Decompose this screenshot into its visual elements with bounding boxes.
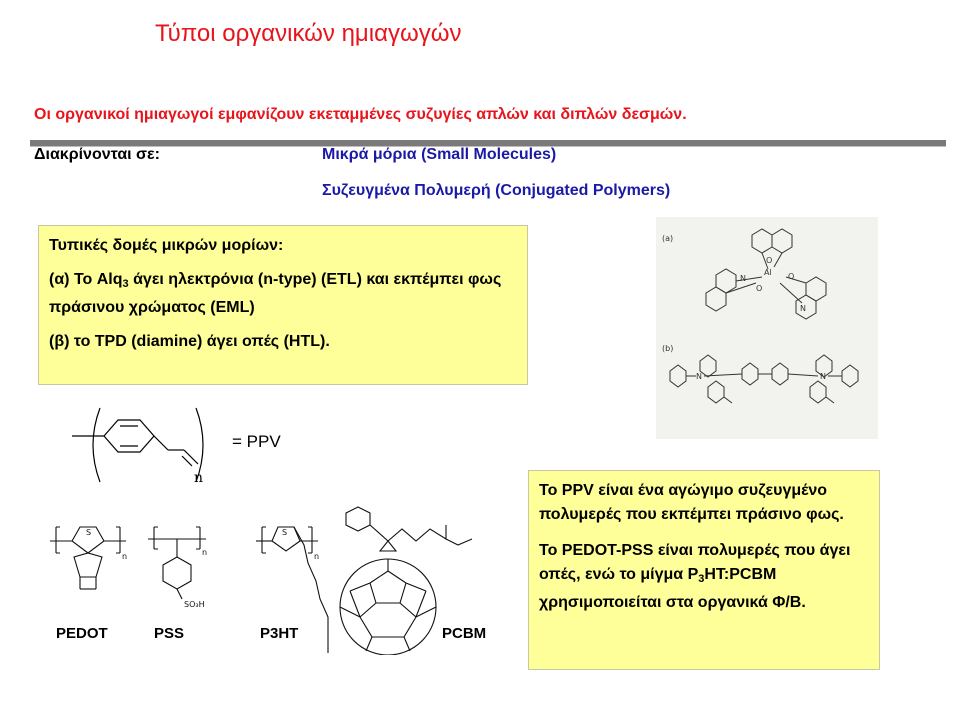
p3ht-atom-s: S: [282, 528, 288, 537]
ppv-subscript-n: n: [194, 470, 204, 486]
category-conjugated-polymers: Συζευγμένα Πολυμερή (Conjugated Polymers): [322, 182, 671, 199]
note-heading: Τυπικές δομές μικρών μορίων:: [49, 237, 284, 254]
label-pss: PSS: [154, 625, 185, 642]
p3ht-sub-n: n: [314, 552, 320, 561]
atom-n-right: N: [800, 304, 806, 313]
note-pedot-paragraph: Το PEDOT-PSS είναι πολυμερές που άγει οπές, ενώ το μίγμα $P_3HT:PCBM$ χρησιμοποιείται στα οργανικά Φ/Β.: [539, 542, 851, 611]
structure-drawing: [656, 217, 878, 439]
figure-label-b: (b): [662, 344, 674, 353]
atom-n-tpd-right: N: [820, 372, 826, 381]
category-small-molecules: Μικρά μόρια (Small Molecules): [322, 146, 557, 163]
polymer-structures: [50, 505, 490, 655]
atom-al: Al: [764, 268, 772, 277]
intro-text: Οι οργανικοί ημιαγωγοί εμφανίζουν εκεταμμένες συζυγίες απλών και διπλών δεσμών.: [34, 106, 687, 123]
label-p3ht: P3HT: [260, 625, 299, 642]
note-item-alq3: (α) Το Alq$_3$ άγει ηλεκτρόνια (n-type) (ETL) και εκπέμπει φως πράσινου χρώματος (EML): [49, 271, 502, 316]
note-ppv-paragraph: Το PPV είναι ένα αγώγιμο συζευγμένο πολυμερές που εκπέμπει πράσινο φως.: [539, 482, 844, 523]
slide-title: Τύποι οργανικών ημιαγωγών: [155, 20, 462, 47]
pss-sub-n: n: [202, 548, 208, 557]
note-item-tpd: (β) το TPD (diamine) άγει οπές (HTL).: [49, 333, 330, 350]
ppv-equation: = PPV: [232, 432, 281, 451]
figure-label-a: (a): [662, 234, 674, 243]
pedot-sub-n: n: [122, 552, 128, 561]
pedot-atom-s: S: [86, 528, 92, 537]
label-pedot: PEDOT: [56, 625, 108, 642]
small-molecules-note: [38, 225, 528, 385]
atom-o-right: O: [788, 272, 795, 281]
atom-o-top: O: [766, 256, 773, 265]
distinguish-label: Διακρίνονται σε:: [34, 146, 160, 163]
small-molecules-figure: [656, 217, 878, 439]
atom-o-lower: O: [756, 284, 763, 293]
atom-n-tpd-left: N: [696, 372, 702, 381]
polymers-note: [528, 470, 880, 670]
atom-n-left: N: [740, 274, 746, 283]
label-pcbm: PCBM: [442, 625, 487, 642]
pss-so3h: SO₃H: [184, 600, 205, 609]
